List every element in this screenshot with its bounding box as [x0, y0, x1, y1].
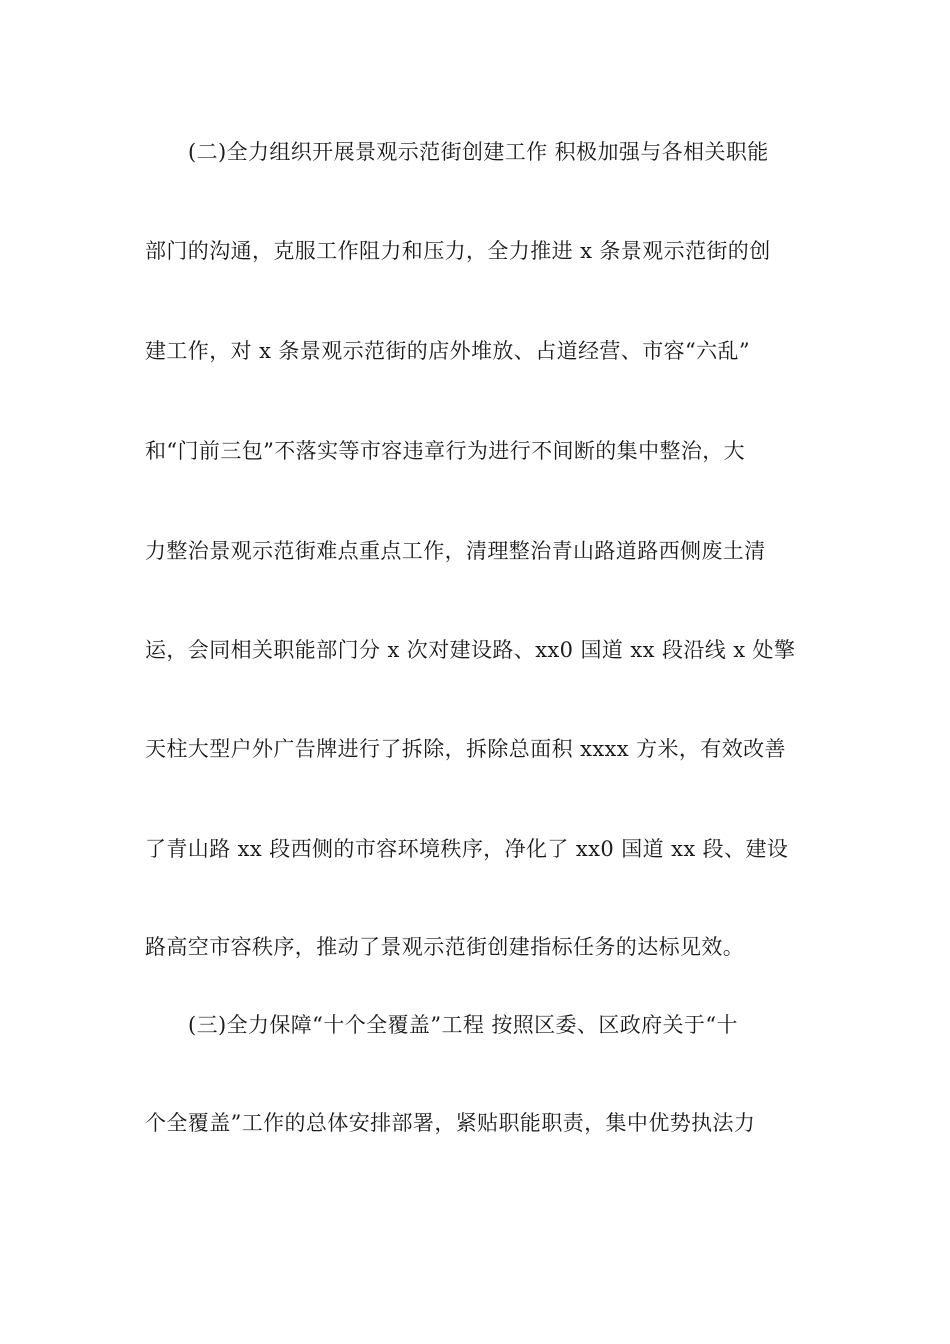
paragraph-line: 和“门前三包”不落实等市容违章行为进行不间断的集中整治，大 — [145, 439, 746, 463]
paragraph-line: 部门的沟通，克服工作阻力和压力，全力推进 x 条景观示范街的创 — [145, 239, 771, 263]
paragraph-line: 建工作，对 x 条景观示范街的店外堆放、占道经营、市容“六乱” — [145, 339, 751, 363]
paragraph-line: 运，会同相关职能部门分 x 次对建设路、xx0 国道 xx 段沿线 x 处擎 — [145, 638, 796, 662]
paragraph-line: (三)全力保障“十个全覆盖”工程 按照区委、区政府关于“十 — [188, 1013, 738, 1037]
paragraph-line: 了青山路 xx 段西侧的市容环境秩序，净化了 xx0 国道 xx 段、建设 — [145, 837, 789, 861]
paragraph-line: 力整治景观示范街难点重点工作，清理整治青山路道路西侧废土清 — [145, 539, 766, 563]
paragraph-line: 个全覆盖”工作的总体安排部署，紧贴职能职责，集中优势执法力 — [145, 1111, 756, 1135]
paragraph-line: 天柱大型户外广告牌进行了拆除，拆除总面积 xxxx 方米，有效改善 — [145, 737, 786, 761]
paragraph-line: 路高空市容秩序，推动了景观示范街创建指标任务的达标见效。 — [145, 935, 745, 959]
paragraph-line: (二)全力组织开展景观示范街创建工作 积极加强与各相关职能 — [188, 140, 769, 164]
